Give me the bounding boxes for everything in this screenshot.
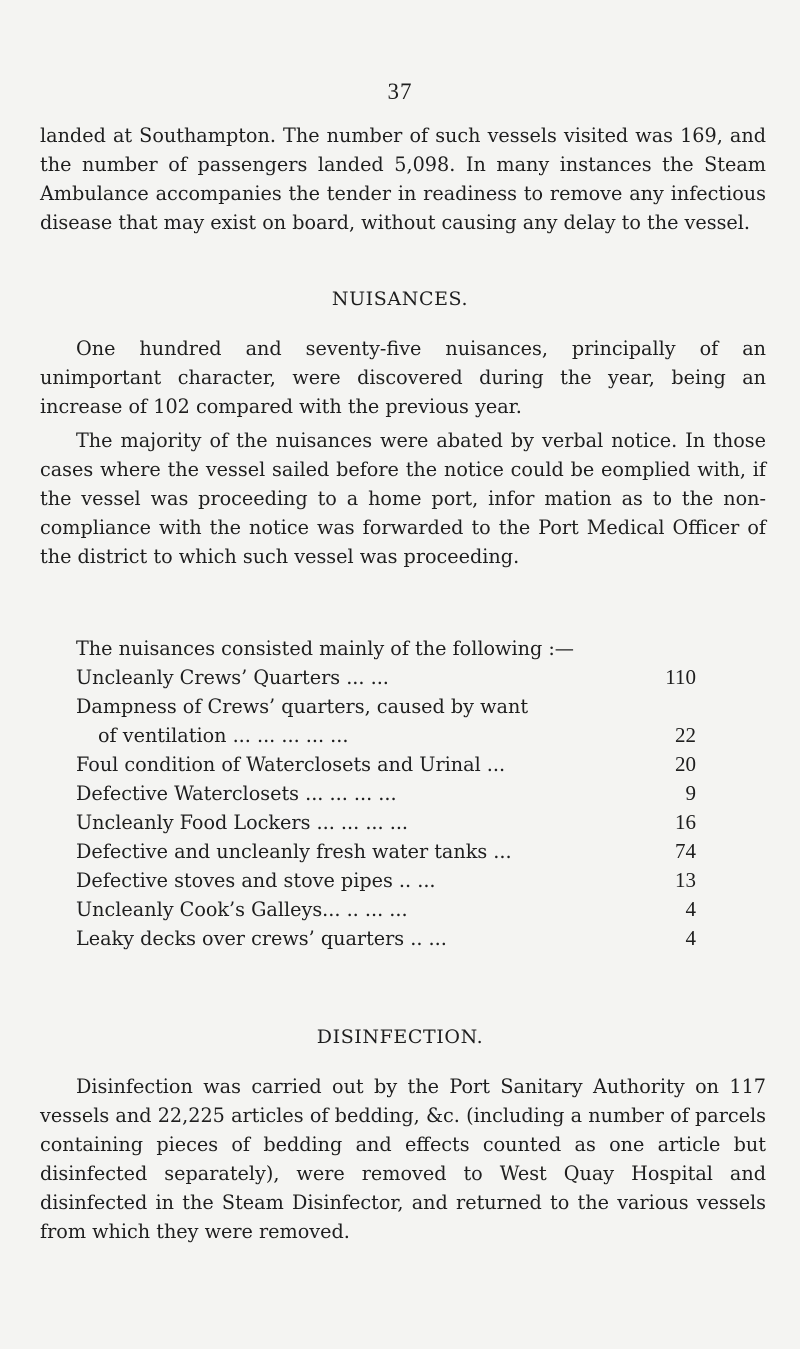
nuisance-count: 9 [685, 781, 696, 805]
nuisance-label: Leaky decks over crews’ quarters .. ... [76, 927, 447, 950]
list-item [76, 837, 696, 866]
nuisance-count: 110 [665, 665, 696, 689]
nuisance-count: 4 [685, 926, 696, 950]
nuisances-list [76, 663, 696, 953]
list-item [76, 895, 696, 924]
list-item [76, 808, 696, 837]
nuisance-count: 20 [675, 752, 696, 776]
nuisance-label: Uncleanly Food Lockers ... ... ... ... [76, 811, 409, 834]
disinfection-heading: DISINFECTION. [316, 1026, 484, 1048]
nuisances-paragraph-2: The majority of the nuisances were abated by verbal notice. In those cases where the vessel sailed before the notice could be eomplied with, if the vessel was proceeding to a home port, infor mation as to the non-compliance with the notice was forwarded to the Port Medical Officer of the district to which such vessel was proceeding. [40, 429, 766, 568]
list-item [76, 866, 696, 895]
nuisances-list-intro: The nuisances consisted mainly of the following :— [76, 637, 574, 660]
nuisance-label: Uncleanly Crews’ Quarters ... ... [76, 666, 389, 689]
nuisance-label: Dampness of Crews’ quarters, caused by want [76, 695, 529, 718]
disinfection-paragraph: Disinfection was carried out by the Port Sanitary Authority on 117 vessels and 22,225 articles of bedding, &c. (including a number of parcels containing pieces of bedding and effects counted as one article but disinfected separately), were removed to West Quay Hospital and disinfected in the Steam Disinfector, and returned to the various vessels from which they were removed. [40, 1075, 766, 1243]
nuisance-label: Defective Waterclosets ... ... ... ... [76, 782, 397, 805]
intro-paragraph: landed at Southampton. The number of such vessels visited was 169, and the number of passengers landed 5,098. In many instances the Steam Ambulance accompanies the tender in readiness to remove any infectious disease that may exist on board, without causing any delay to the vessel. [40, 124, 766, 234]
nuisance-label: Defective and uncleanly fresh water tanks ... [76, 840, 512, 863]
nuisance-count: 16 [675, 810, 696, 834]
nuisance-label: Defective stoves and stove pipes .. ... [76, 869, 436, 892]
list-item [76, 692, 696, 721]
list-item [76, 750, 696, 779]
list-item [76, 779, 696, 808]
nuisance-count: 22 [675, 723, 696, 747]
page-number: 37 [387, 79, 413, 104]
list-item [76, 721, 696, 750]
nuisance-label: Uncleanly Cook’s Galleys... .. ... ... [76, 898, 408, 921]
nuisances-heading: NUISANCES. [331, 288, 469, 310]
nuisance-label: of ventilation ... ... ... ... ... [98, 724, 349, 747]
list-item [76, 663, 696, 692]
nuisance-count: 74 [675, 839, 696, 863]
nuisance-count: 4 [685, 897, 696, 921]
nuisance-label: Foul condition of Waterclosets and Urinal ... [76, 753, 506, 776]
list-item [76, 924, 696, 953]
nuisance-count: 13 [675, 868, 696, 892]
nuisances-paragraph-1: One hundred and seventy-five nuisances, principally of an unimportant character, were discovered during the year, being an increase of 102 compared with the previous year. [40, 337, 766, 418]
